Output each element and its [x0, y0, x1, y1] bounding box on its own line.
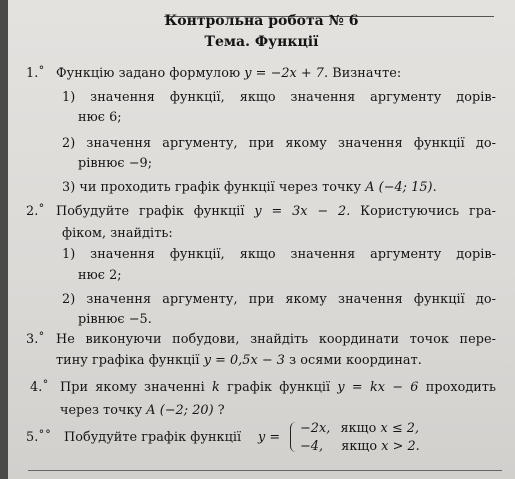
task4-line2-pre: через точку — [60, 403, 143, 418]
task4-formula: y = kx − 6 — [337, 380, 419, 395]
task4-number: 4.˚ — [30, 380, 49, 395]
task4-line1-mid: графік функції — [227, 380, 331, 395]
task2-b-line1: 2) значення аргументу, при якому значення функції до- — [62, 292, 496, 307]
page-title: Контрольна робота № 6 — [164, 13, 359, 29]
task2-number: 2.˚ — [26, 204, 45, 219]
task5-case1 — [300, 421, 419, 436]
task4-line1-pre: При якому значенні — [60, 380, 205, 395]
task3-line2-post: з осями координат. — [289, 353, 422, 368]
task2-line1-pre: Побудуйте графік функції — [56, 204, 245, 219]
task5-case2-expr: −4, — [300, 439, 324, 454]
task2-line2: фіком, знайдіть: — [62, 226, 173, 241]
task2-line1-post: . Користуючись гра- — [346, 204, 496, 219]
bottom-divider — [28, 470, 502, 471]
task1-c-tail: . — [432, 180, 437, 195]
task1-c-point: A (−4; 15) — [365, 180, 433, 195]
task2-a-line1: 1) значення функції, якщо значення аргументу дорів- — [62, 247, 496, 262]
task1-c-line — [62, 180, 437, 195]
task5-case1-cond: x ≤ 2, — [380, 421, 420, 436]
task4-k: k — [212, 380, 220, 395]
task2-formula: y = 3x − 2 — [254, 204, 347, 219]
page-subtitle: Тема. Функції — [204, 34, 319, 50]
task2-b-line2: рівнює −5. — [78, 312, 152, 327]
task1-intro: Функцію задано формулою — [56, 66, 241, 81]
task5-lhs: y = — [258, 430, 281, 445]
task3-number: 3.˚ — [26, 332, 45, 347]
task4-line1-post: проходить — [425, 380, 497, 395]
task1-a-line2: нює 6; — [78, 110, 122, 125]
task5-brace — [290, 422, 299, 452]
task3-line2 — [56, 353, 422, 368]
task5-case2 — [300, 439, 420, 454]
task2-a-line2: нює 2; — [78, 268, 122, 283]
task5-case1-expr: −2x, — [300, 421, 331, 436]
task4-line2 — [60, 403, 225, 418]
task3-formula: y = 0,5x − 3 — [203, 353, 285, 368]
task4-line2-post: ? — [217, 403, 225, 418]
task3-line2-pre: тину графіка функції — [56, 353, 200, 368]
task1-b-line1: 2) значення аргументу, при якому значення функції до- — [62, 136, 496, 151]
task5-case2-word: якщо — [341, 439, 378, 454]
task1-intro-line — [56, 66, 401, 81]
task1-b-line2: рівнює −9; — [78, 156, 153, 171]
task4-point: A (−2; 20) — [146, 403, 214, 418]
task4-line1 — [60, 380, 496, 395]
task1-a-line1: 1) значення функції, якщо значення аргументу дорів- — [62, 90, 496, 105]
task3-line1: Не виконуючи побудови, знайдіть координати точок пере- — [56, 332, 496, 347]
task1-intro-tail: . Визначте: — [324, 66, 402, 81]
task5-number: 5.˚˚ — [26, 430, 52, 445]
task1-number: 1.˚ — [26, 66, 45, 81]
worksheet-page — [8, 0, 515, 479]
task1-c-text: 3) чи проходить графік функції через точку — [62, 180, 362, 195]
task5-text: Побудуйте графік функції — [64, 430, 242, 445]
task5-case2-cond: x > 2. — [381, 439, 420, 454]
task5-case1-word: якщо — [340, 421, 377, 436]
task1-formula: y = −2x + 7 — [244, 66, 324, 81]
task2-line1 — [56, 204, 496, 219]
